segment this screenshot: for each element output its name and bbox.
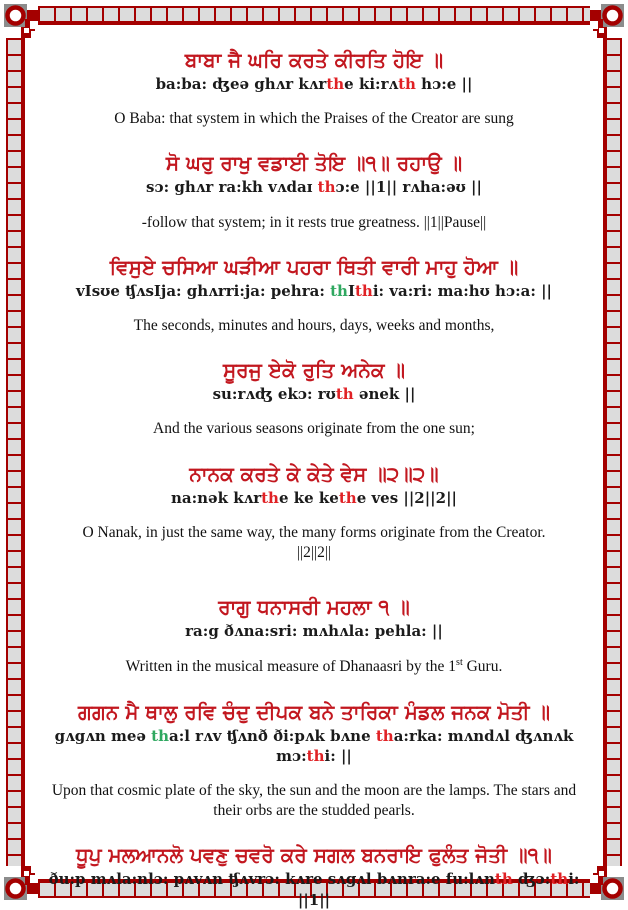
verse-block (34, 151, 594, 232)
translation-line: O Nanak, in just the same way, the many forms originate from the Creator. (82, 523, 546, 541)
gurmukhi-line: ਧੂਪੁ ਮਲਆਨਲੋ ਪਵਣੁ ਚਵਰੋ ਕਰੇ ਸਗਲ ਬਨਰਾਇ ਫੁਲੰਤ ਜੋਤੀ ॥੧॥ (76, 843, 552, 868)
border-line-right (603, 36, 607, 868)
gurmukhi-line: ਸੋ ਘਰੁ ਰਾਖੁ ਵਡਾਈ ਤੋਇ ॥੧॥ ਰਹਾਉ ॥ (165, 151, 463, 176)
gurmukhi-line: ਸੂਰਜੁ ਏਕੋ ਰੁਤਿ ਅਨੇਕ ॥ (222, 358, 406, 383)
verse-block (34, 358, 594, 439)
transliteration-line: ðu:p mʌla:nlɔ: pʌvʌn ʧʌvrɔ: kʌre sʌgʌl bʌnra:e fu:lʌnth ʤɔ:thi: ||1|| (48, 870, 580, 909)
gurmukhi-line: ਰਾਗੁ ਧਨਾਸਰੀ ਮਹਲਾ ੧ ॥ (218, 595, 410, 620)
border-line-left (21, 36, 25, 868)
transliteration-line: vIsʊe ʧʌsIja: ghʌrri:ja: pehra: thIthi: va:ri: ma:hʊ hɔ:a: || (75, 281, 553, 300)
translation-line: Written in the musical measure of Dhanaasri by the 1st Guru. (125, 657, 503, 676)
translation-line: Upon that cosmic plate of the sky, the sun and the moon are the lamps. The stars and their orbs are the studded pearls. (51, 782, 577, 820)
transliteration-line: ra:g ðʌna:sri: mʌhʌla: pehla: || (185, 622, 443, 641)
verse-block (34, 462, 594, 564)
border-line-top (36, 21, 592, 25)
border-ladder-right (605, 38, 622, 866)
translation-line: And the various seasons originate from the one sun; (153, 420, 475, 438)
gurmukhi-line: ਨਾਨਕ ਕਰਤੇ ਕੇ ਕੇਤੇ ਵੇਸ ॥੨॥੨॥ (189, 461, 439, 486)
verse-block (34, 595, 594, 678)
gurmukhi-line: ਬਾਬਾ ਜੈ ਘਰਿ ਕਰਤੇ ਕੀਰਤਿ ਹੋਇ ॥ (184, 48, 444, 72)
transliteration-line: su:rʌʤ ekɔ: rʊth ənek || (212, 385, 416, 404)
gurmukhi-line: ਵਿਸੁਏ ਚਸਿਆ ਘੜੀਆ ਪਹਰਾ ਥਿਤੀ ਵਾਰੀ ਮਾਹੁ ਹੋਆ ॥ (109, 254, 519, 279)
transliteration-line: gʌgʌn meə tha:l rʌv ʧʌnð ði:pʌk bʌne tha:rka: mʌndʌl ʤʌnʌk mɔ:thi: || (54, 726, 574, 765)
scripture-content (34, 30, 594, 909)
transliteration-line: na:nək kʌrthe ke kethe ves ||2||2|| (170, 488, 457, 507)
translation-line: -follow that system; in it rests true greatness. ||1||Pause|| (141, 213, 487, 231)
verse-block (34, 700, 594, 822)
verse-block (34, 255, 594, 336)
gurmukhi-line: ਗਗਨ ਮੈ ਥਾਲੁ ਰਵਿ ਚੰਦੁ ਦੀਪਕ ਬਨੇ ਤਾਰਿਕਾ ਮੰਡਲ ਜਨਕ ਮੋਤੀ ॥ (78, 699, 550, 724)
transliteration-line: sɔ: ghʌr ra:kh vʌdaɪ thɔ:e ||1|| rʌha:əʊ || (146, 178, 482, 197)
translation-line-continued: ||2||2|| (296, 543, 332, 561)
transliteration-line: ba:ba: ʤeə ghʌr kʌrthe ki:rʌth hɔ:e || (155, 75, 473, 93)
verse-block (34, 48, 594, 129)
verse-block (34, 843, 594, 910)
translation-line: The seconds, minutes and hours, days, weeks and months, (133, 317, 495, 335)
translation-line: O Baba: that system in which the Praises of the Creator are sung (114, 110, 514, 128)
